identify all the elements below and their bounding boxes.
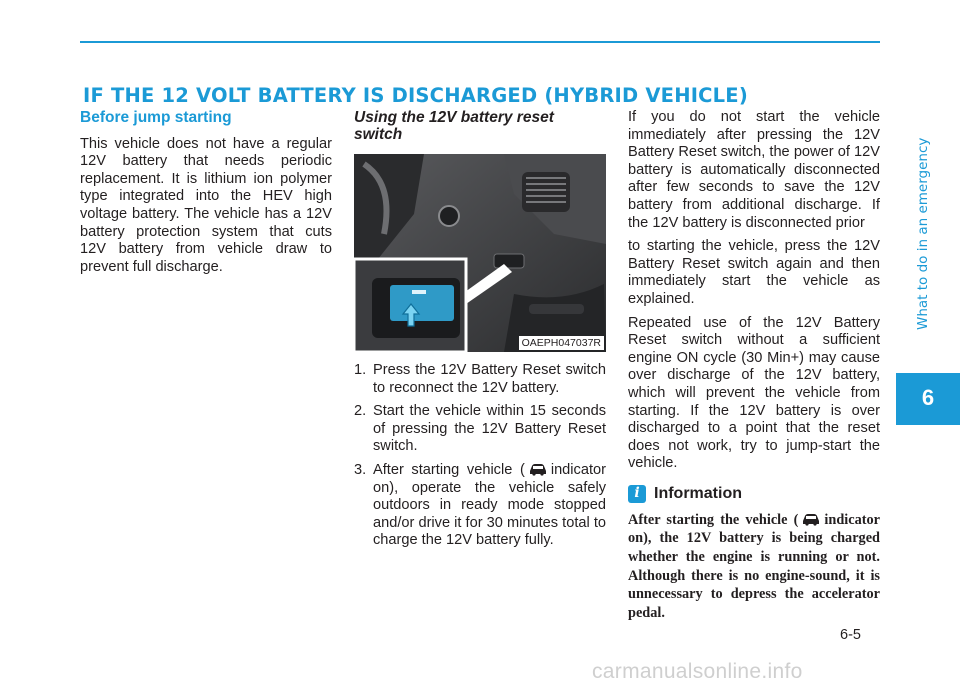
list-item: [354, 462, 606, 550]
chapter-number: 6: [921, 385, 935, 410]
ready-car-icon: [528, 462, 548, 476]
information-header: [628, 485, 880, 503]
information-body: [628, 511, 880, 623]
section-heading-reset-switch: Using the 12V battery reset switch: [354, 109, 554, 143]
figure-code: OAEPH047037R: [519, 336, 604, 350]
paragraph-repeated-use: Repeated use of the 12V Battery Reset switch without a sufficient engine ON cycle (30 Min+) may cause over discharge of the 12V battery, which will prevent the vehicle from starting. If the 12V battery is over discharged to a point that the reset does not work, try to jump-start the vehicle.: [628, 314, 880, 472]
watermark: carmanualsonline.info: [592, 660, 803, 683]
list-item: [354, 403, 606, 456]
steps-list: [354, 362, 606, 550]
step-text-post: indicator on), operate the vehicle safely outdoors in ready mode stopped and/or drive it for 30 minutes total to charge the 12V battery fully.: [373, 461, 606, 549]
column-right: [628, 109, 880, 622]
step-text: Press the 12V Battery Reset switch to reconnect the 12V battery.: [373, 362, 606, 396]
chapter-title: What to do in an emergency: [915, 137, 931, 330]
ready-car-icon: [801, 512, 821, 526]
info-text-pre: After starting the vehicle (: [628, 511, 799, 528]
paragraph-auto-disconnect: If you do not start the vehicle immediately after pressing the 12V Battery Reset switch, the power of 12V battery is automatically disconnected after few seconds to save the 12V battery from additional discharge. If the 12V battery is disconnected prior: [628, 109, 880, 231]
page-number: 6-5: [840, 627, 861, 643]
column-middle: [354, 109, 606, 556]
info-text-post: indicator on), the 12V battery is being charged whether the engine is running or not. Although there is no engine-sound, it is unnecessary to depress the accelerator pedal.: [628, 511, 880, 621]
reset-switch-figure: [354, 154, 606, 352]
page-title: IF THE 12 VOLT BATTERY IS DISCHARGED (HYBRID VEHICLE): [83, 84, 748, 107]
paragraph-press-again: to starting the vehicle, press the 12V Battery Reset switch again and then immediately start the vehicle as explained.: [628, 238, 880, 307]
chapter-tab: [896, 373, 960, 425]
info-icon: i: [628, 485, 646, 503]
step-text-pre: After starting vehicle (: [373, 461, 525, 478]
step-number: 3.: [354, 461, 367, 478]
list-item: [354, 362, 606, 397]
step-text: Start the vehicle within 15 seconds of pressing the 12V Battery Reset switch.: [373, 403, 606, 455]
column-left: [80, 109, 332, 282]
information-title: Information: [654, 485, 742, 503]
dashboard-illustration: [354, 154, 606, 352]
top-rule: [80, 41, 880, 43]
section-heading-before-jump: Before jump starting: [80, 109, 232, 126]
step-number: 2.: [354, 403, 367, 420]
paragraph-before-jump: This vehicle does not have a regular 12V battery that needs periodic replacement. It is lithium ion polymer type integrated into the HEV high voltage battery. The vehicle has a 12V battery protection system that cuts 12V battery from vehicle draw to prevent full discharge.: [80, 135, 332, 275]
step-number: 1.: [354, 362, 367, 378]
